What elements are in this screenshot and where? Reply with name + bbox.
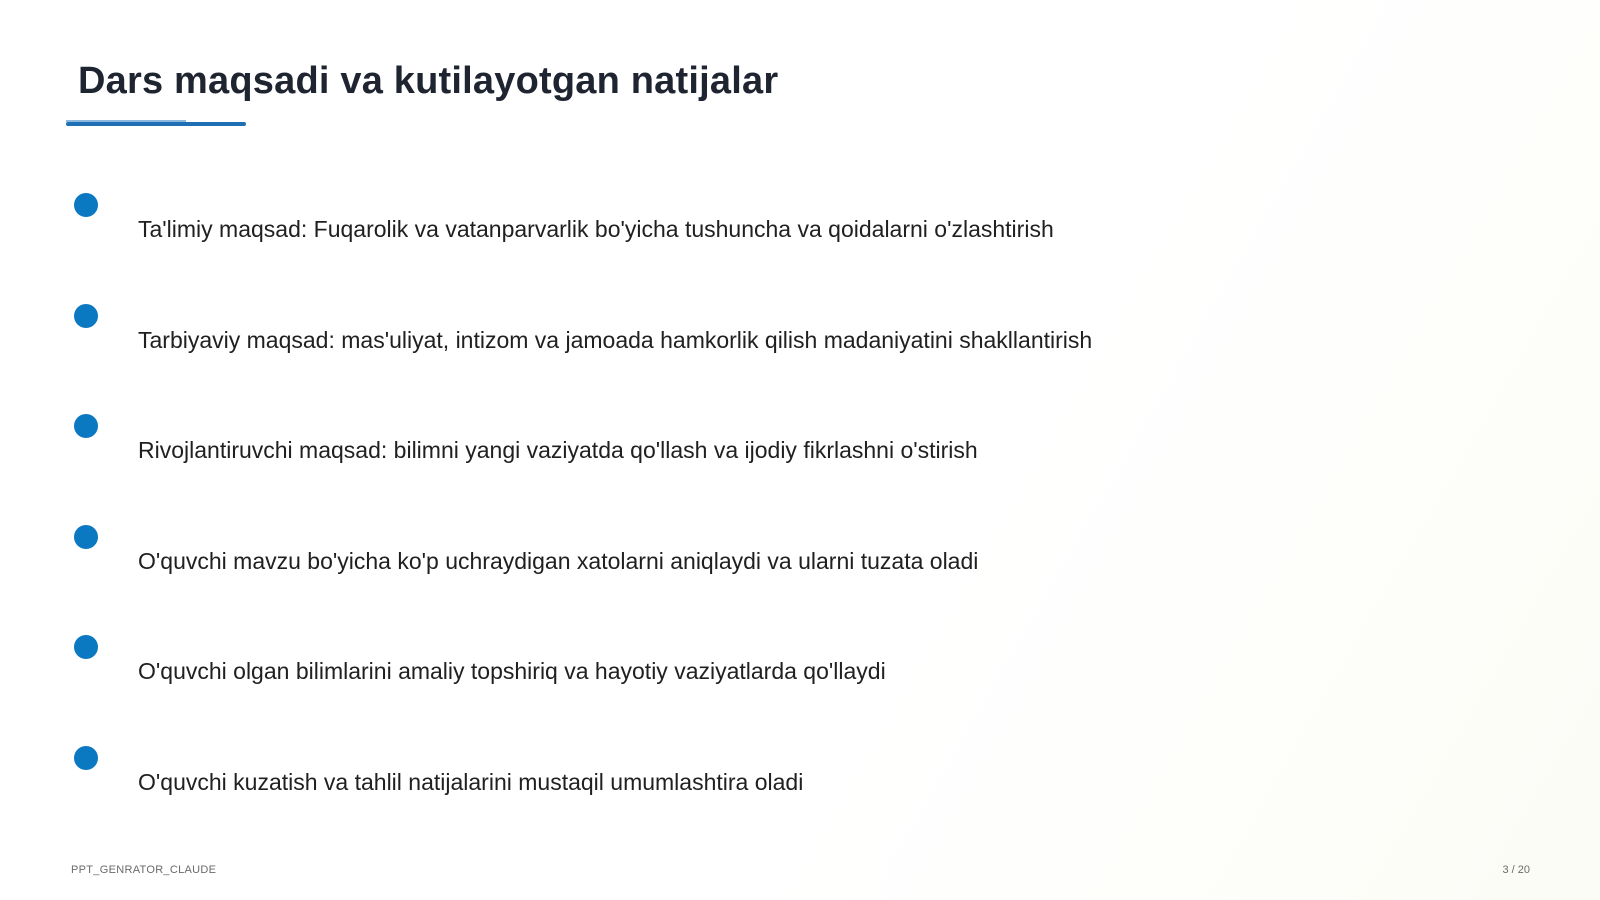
bullet-item-3 (72, 414, 1372, 494)
bullet-item-2 (72, 304, 1372, 384)
bullet-text: Tarbiyaviy maqsad: mas'uliyat, intizom va jamoada hamkorlik qilish madaniyatini shakllantirish (138, 327, 1093, 353)
bullet-item-6 (72, 746, 1372, 826)
page-indicator: 3 / 20 (1502, 864, 1530, 876)
bullet-dot-icon (74, 635, 98, 659)
bullet-dot-icon (74, 193, 98, 217)
bullet-text: O'quvchi kuzatish va tahlil natijalarini mustaqil umumlashtira oladi (138, 769, 804, 795)
footer-label: PPT_GENRATOR_CLAUDE (71, 864, 217, 876)
slide-title: Dars maqsadi va kutilayotgan natijalar (78, 60, 779, 102)
title-underline (66, 122, 246, 126)
bullet-dot-icon (74, 746, 98, 770)
bullet-text: O'quvchi mavzu bo'yicha ko'p uchraydigan xatolarni aniqlaydi va ularni tuzata oladi (138, 548, 979, 574)
bullet-item-5 (72, 635, 1372, 715)
bullet-item-4 (72, 525, 1372, 605)
bullet-text: Ta'limiy maqsad: Fuqarolik va vatanparvarlik bo'yicha tushuncha va qoidalarni o'zlashtirish (138, 216, 1054, 242)
bullet-dot-icon (74, 304, 98, 328)
bullet-dot-icon (74, 525, 98, 549)
bullet-dot-icon (74, 414, 98, 438)
bullet-item-1 (72, 193, 1372, 273)
bullet-text: Rivojlantiruvchi maqsad: bilimni yangi vaziyatda qo'llash va ijodiy fikrlashni o'stirish (138, 437, 978, 463)
bullet-text: O'quvchi olgan bilimlarini amaliy topshiriq va hayotiy vaziyatlarda qo'llaydi (138, 658, 886, 684)
